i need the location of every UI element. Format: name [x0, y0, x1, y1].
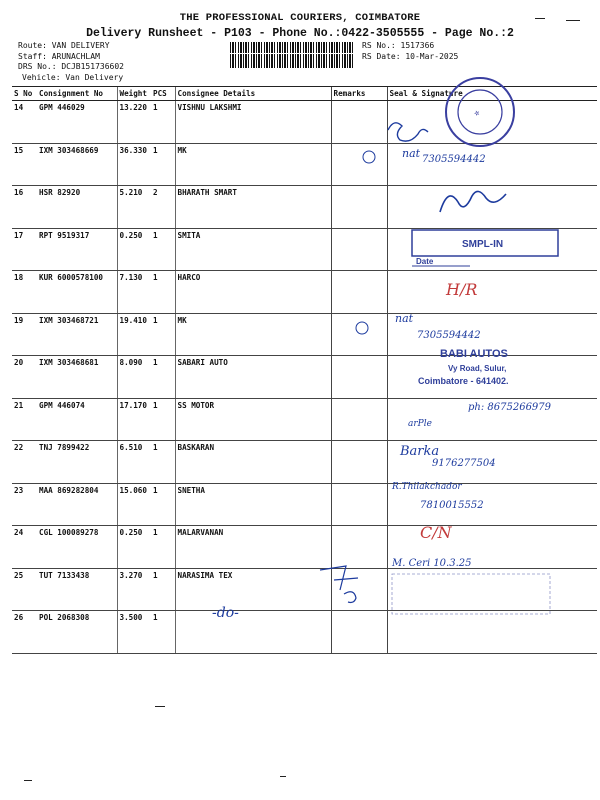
cell-wt: 19.410 — [117, 313, 151, 356]
handwritten-nat-row19: nat — [395, 312, 414, 325]
cell-name: SNETHA — [175, 483, 331, 526]
table-row — [12, 101, 597, 144]
cell-pcs: 1 — [151, 356, 175, 399]
remarks-cell — [331, 186, 387, 229]
handwritten-phone-row15: 7305594442 — [422, 154, 486, 165]
signature-cell — [387, 143, 597, 186]
cell-cno: GPM 446074 — [37, 398, 117, 441]
header-sno: S No — [12, 87, 37, 101]
table-row — [12, 526, 597, 569]
remarks-cell — [331, 313, 387, 356]
remarks-cell — [331, 271, 387, 314]
stamp-smpl-text: SMPL-IN — [462, 239, 504, 250]
cell-wt: 3.270 — [117, 568, 151, 611]
cell-cno: CGL 100089278 — [37, 526, 117, 569]
cell-name: BHARATH SMART — [175, 186, 331, 229]
cell-wt: 15.060 — [117, 483, 151, 526]
table-row — [12, 313, 597, 356]
header-consignee: Consignee Details — [175, 87, 331, 101]
handwritten-date-row25: M. Ceri 10.3.25 — [392, 558, 472, 569]
cell-sno: 14 — [12, 101, 37, 144]
signature-cell — [387, 356, 597, 399]
handwritten-hr-row18: H/R — [446, 280, 478, 299]
cell-wt: 0.250 — [117, 228, 151, 271]
cell-wt: 5.210 — [117, 186, 151, 229]
cell-pcs: 1 — [151, 271, 175, 314]
cell-cno: POL 2068308 — [37, 611, 117, 654]
cell-name: HARCO — [175, 271, 331, 314]
header-remarks: Remarks — [331, 87, 387, 101]
cell-cno: IXM 303468669 — [37, 143, 117, 186]
header-weight: Weight — [117, 87, 151, 101]
table-row — [12, 271, 597, 314]
table-row — [12, 186, 597, 229]
cell-pcs: 1 — [151, 143, 175, 186]
cell-cno: GPM 446029 — [37, 101, 117, 144]
cell-wt: 0.250 — [117, 526, 151, 569]
runsheet-table — [12, 86, 597, 654]
remarks-cell — [331, 356, 387, 399]
cell-sno: 24 — [12, 526, 37, 569]
cell-name: MALARVANAN — [175, 526, 331, 569]
table-row — [12, 483, 597, 526]
handwritten-nat-row15: nat — [402, 147, 421, 160]
scan-mark — [155, 706, 165, 707]
scan-mark — [24, 780, 32, 781]
signature-cell — [387, 101, 597, 144]
cell-wt: 8.090 — [117, 356, 151, 399]
meta-left-block — [18, 41, 124, 83]
cell-name: VISHNU LAKSHMI — [175, 101, 331, 144]
signature-cell — [387, 313, 597, 356]
handwritten-name-row23: R.Thilakchador — [392, 482, 462, 492]
remarks-cell — [331, 568, 387, 611]
cell-name: MK — [175, 313, 331, 356]
signature-cell — [387, 611, 597, 654]
table-row — [12, 228, 597, 271]
cell-cno: IXM 303468721 — [37, 313, 117, 356]
scan-mark — [280, 776, 286, 777]
remarks-cell — [331, 228, 387, 271]
scan-mark — [566, 20, 580, 21]
cell-name: MK — [175, 143, 331, 186]
cell-sno: 25 — [12, 568, 37, 611]
signature-cell — [387, 483, 597, 526]
cell-cno: TUT 7133438 — [37, 568, 117, 611]
handwritten-ditto-row26: -do- — [212, 605, 239, 621]
svg-text:☆: ☆ — [473, 110, 481, 118]
meta-right-block — [362, 41, 458, 62]
stamp-sabari-line1: BABI AUTOS — [440, 348, 508, 360]
cell-cno: MAA 869282804 — [37, 483, 117, 526]
cell-name: SABARI AUTO — [175, 356, 331, 399]
cell-sno: 20 — [12, 356, 37, 399]
cell-sno: 16 — [12, 186, 37, 229]
cell-sno: 22 — [12, 441, 37, 484]
remarks-cell — [331, 101, 387, 144]
barcode — [230, 42, 355, 68]
handwritten-cn-row24: C/N — [420, 523, 452, 542]
cell-name: SS MOTOR — [175, 398, 331, 441]
cell-pcs: 1 — [151, 611, 175, 654]
signature-cell — [387, 186, 597, 229]
signature-cell — [387, 568, 597, 611]
cell-cno: RPT 9519317 — [37, 228, 117, 271]
vehicle-label: Vehicle: Van Delivery — [22, 72, 124, 82]
staff-label: Staff: ARUNACHLAM — [18, 51, 100, 61]
cell-sno: 23 — [12, 483, 37, 526]
table-row — [12, 398, 597, 441]
cell-wt: 17.170 — [117, 398, 151, 441]
cell-wt: 13.220 — [117, 101, 151, 144]
report-title: THE PROFESSIONAL COURIERS, COIMBATORE — [179, 12, 421, 24]
rs-number: RS No.: 1517366 — [362, 41, 435, 50]
scan-mark — [535, 18, 545, 19]
cell-cno: TNJ 7899422 — [37, 441, 117, 484]
table-header-row — [12, 87, 597, 101]
cell-pcs: 2 — [151, 186, 175, 229]
cell-sno: 18 — [12, 271, 37, 314]
header-consignment: Consignment No — [37, 87, 117, 101]
table-row — [12, 568, 597, 611]
cell-pcs: 1 — [151, 441, 175, 484]
signature-cell — [387, 526, 597, 569]
handwritten-phone-row19: 7305594442 — [417, 330, 481, 341]
handwritten-phone-row21: ph: 8675266979 — [468, 402, 552, 413]
cell-pcs: 1 — [151, 568, 175, 611]
header-signature: Seal & Signature — [387, 87, 597, 101]
handwritten-phone-row22: 9176277504 — [432, 458, 496, 469]
signature-cell — [387, 441, 597, 484]
cell-pcs: 1 — [151, 313, 175, 356]
handwritten-name-row22: Barka — [400, 444, 440, 459]
table-row — [12, 356, 597, 399]
table-row — [12, 143, 597, 186]
cell-sno: 19 — [12, 313, 37, 356]
cell-wt: 6.510 — [117, 441, 151, 484]
cell-pcs: 1 — [151, 483, 175, 526]
cell-sno: 15 — [12, 143, 37, 186]
remarks-cell — [331, 611, 387, 654]
handwritten-note-row21: arPle — [408, 419, 432, 429]
table-row — [12, 441, 597, 484]
remarks-cell — [331, 143, 387, 186]
signature-cell — [387, 228, 597, 271]
remarks-cell — [331, 398, 387, 441]
cell-name — [175, 611, 331, 654]
table-row — [12, 611, 597, 654]
cell-sno: 26 — [12, 611, 37, 654]
cell-pcs: 1 — [151, 228, 175, 271]
cell-cno: IXM 303468681 — [37, 356, 117, 399]
signature-cell — [387, 271, 597, 314]
remarks-cell — [331, 526, 387, 569]
cell-cno: KUR 6000578100 — [37, 271, 117, 314]
cell-name: SMITA — [175, 228, 331, 271]
signature-cell — [387, 398, 597, 441]
cell-pcs: 1 — [151, 101, 175, 144]
remarks-cell — [331, 441, 387, 484]
cell-wt: 36.330 — [117, 143, 151, 186]
stamp-date-label: Date — [416, 257, 434, 266]
cell-sno: 17 — [12, 228, 37, 271]
drs-label: DRS No.: DCJB151736602 — [18, 62, 124, 71]
stamp-sabari-line2: Vy Road, Sulur, — [448, 364, 507, 373]
cell-wt: 7.130 — [117, 271, 151, 314]
cell-wt: 3.500 — [117, 611, 151, 654]
remarks-cell — [331, 483, 387, 526]
rs-date: RS Date: 10-Mar-2025 — [362, 51, 459, 61]
cell-cno: HSR 82920 — [37, 186, 117, 229]
cell-name: BASKARAN — [175, 441, 331, 484]
cell-sno: 21 — [12, 398, 37, 441]
report-subtitle: Delivery Runsheet - P103 - Phone No.:0422-3505555 - Page No.:2 — [86, 27, 514, 40]
handwritten-phone-row23: 7810015552 — [420, 500, 484, 511]
cell-name: NARASIMA TEX — [175, 568, 331, 611]
route-label: Route: VAN DELIVERY — [18, 41, 110, 50]
header-pcs: PCS — [151, 87, 175, 101]
stamp-sabari-line3: Coimbatore - 641402. — [418, 376, 509, 386]
cell-pcs: 1 — [151, 398, 175, 441]
cell-pcs: 1 — [151, 526, 175, 569]
